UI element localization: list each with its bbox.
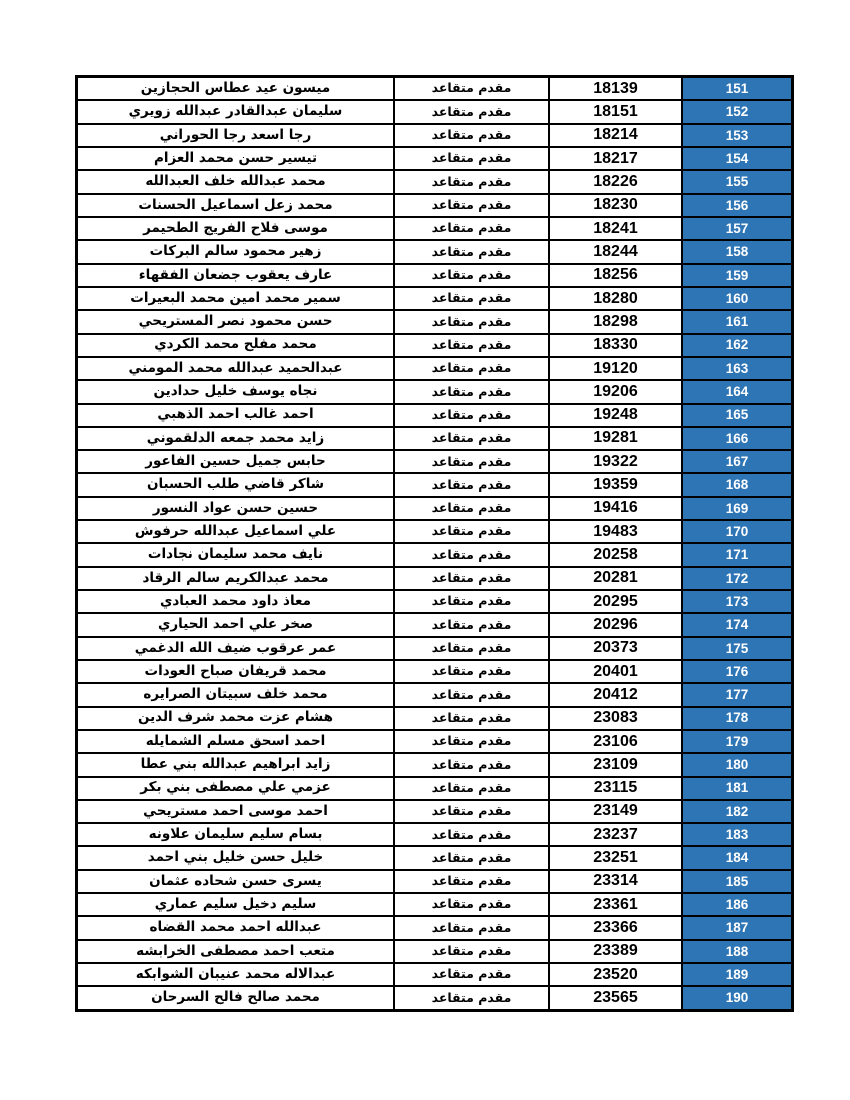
table-row [77,77,793,101]
name-cell: عمر عرقوب ضيف الله الدغمي [77,637,395,660]
rank-cell: مقدم متقاعد [394,543,549,566]
table-row [77,334,793,357]
row-number-cell: 184 [682,846,793,869]
id-cell: 18214 [549,124,682,147]
table-row [77,846,793,869]
rank-cell: مقدم متقاعد [394,520,549,543]
table-row [77,613,793,636]
table-row [77,707,793,730]
name-cell: حابس جميل حسين الفاعور [77,450,395,473]
id-cell: 18151 [549,100,682,123]
id-cell: 20401 [549,660,682,683]
id-cell: 23251 [549,846,682,869]
rank-cell: مقدم متقاعد [394,334,549,357]
table-row [77,100,793,123]
name-cell: سليمان عبدالقادر عبدالله زويري [77,100,395,123]
table-row [77,777,793,800]
name-cell: محمد مفلح محمد الكردي [77,334,395,357]
id-cell: 23314 [549,870,682,893]
id-cell: 20281 [549,567,682,590]
row-number-cell: 164 [682,380,793,403]
id-cell: 18241 [549,217,682,240]
table-row [77,823,793,846]
id-cell: 23366 [549,916,682,939]
id-cell: 19359 [549,473,682,496]
table-row [77,660,793,683]
row-number-cell: 170 [682,520,793,543]
name-cell: عارف يعقوب جضعان الفقهاء [77,264,395,287]
name-cell: ميسون عيد عطاس الحجازين [77,77,395,101]
name-cell: محمد صالح فالح السرحان [77,986,395,1010]
table-row [77,940,793,963]
table-row [77,380,793,403]
name-cell: احمد اسحق مسلم الشمايله [77,730,395,753]
table-row [77,543,793,566]
table-row [77,520,793,543]
rank-cell: مقدم متقاعد [394,893,549,916]
table-row [77,567,793,590]
rank-cell: مقدم متقاعد [394,497,549,520]
rank-cell: مقدم متقاعد [394,846,549,869]
id-cell: 19483 [549,520,682,543]
name-cell: محمد عبدالكريم سالم الرقاد [77,567,395,590]
id-cell: 23520 [549,963,682,986]
row-number-cell: 188 [682,940,793,963]
id-cell: 18139 [549,77,682,101]
retirees-table-body [77,77,793,1011]
rank-cell: مقدم متقاعد [394,450,549,473]
name-cell: عبدالله احمد محمد القضاه [77,916,395,939]
row-number-cell: 152 [682,100,793,123]
row-number-cell: 183 [682,823,793,846]
table-row [77,287,793,310]
id-cell: 19120 [549,357,682,380]
rank-cell: مقدم متقاعد [394,567,549,590]
rank-cell: مقدم متقاعد [394,100,549,123]
id-cell: 19416 [549,497,682,520]
rank-cell: مقدم متقاعد [394,217,549,240]
name-cell: خليل حسن خليل بني احمد [77,846,395,869]
row-number-cell: 159 [682,264,793,287]
rank-cell: مقدم متقاعد [394,940,549,963]
name-cell: زايد محمد جمعه الدلقموني [77,427,395,450]
name-cell: زايد ابراهيم عبدالله بني عطا [77,753,395,776]
rank-cell: مقدم متقاعد [394,660,549,683]
rank-cell: مقدم متقاعد [394,590,549,613]
row-number-cell: 169 [682,497,793,520]
name-cell: متعب احمد مصطفى الخرابشه [77,940,395,963]
id-cell: 18330 [549,334,682,357]
name-cell: محمد خلف سبيتان الصرايره [77,683,395,706]
id-cell: 18244 [549,240,682,263]
name-cell: احمد غالب احمد الذهبي [77,404,395,427]
rank-cell: مقدم متقاعد [394,777,549,800]
table-row [77,357,793,380]
row-number-cell: 182 [682,800,793,823]
id-cell: 19281 [549,427,682,450]
rank-cell: مقدم متقاعد [394,77,549,101]
rank-cell: مقدم متقاعد [394,124,549,147]
name-cell: عبدالاله محمد عنيبان الشوابكه [77,963,395,986]
table-row [77,730,793,753]
rank-cell: مقدم متقاعد [394,637,549,660]
row-number-cell: 176 [682,660,793,683]
rank-cell: مقدم متقاعد [394,194,549,217]
row-number-cell: 173 [682,590,793,613]
row-number-cell: 165 [682,404,793,427]
id-cell: 23109 [549,753,682,776]
name-cell: سليم دخيل سليم عماري [77,893,395,916]
id-cell: 18280 [549,287,682,310]
row-number-cell: 167 [682,450,793,473]
retirees-table [75,75,794,1012]
rank-cell: مقدم متقاعد [394,473,549,496]
name-cell: موسى فلاح الفريج الطحيمر [77,217,395,240]
table-row [77,800,793,823]
name-cell: عبدالحميد عبدالله محمد المومني [77,357,395,380]
id-cell: 18226 [549,170,682,193]
row-number-cell: 155 [682,170,793,193]
id-cell: 23106 [549,730,682,753]
row-number-cell: 172 [682,567,793,590]
table-row [77,986,793,1010]
table-row [77,194,793,217]
name-cell: شاكر قاضي طلب الحسبان [77,473,395,496]
row-number-cell: 181 [682,777,793,800]
row-number-cell: 162 [682,334,793,357]
name-cell: عزمي علي مصطفى بني بكر [77,777,395,800]
row-number-cell: 178 [682,707,793,730]
id-cell: 19248 [549,404,682,427]
id-cell: 20373 [549,637,682,660]
row-number-cell: 168 [682,473,793,496]
row-number-cell: 185 [682,870,793,893]
rank-cell: مقدم متقاعد [394,147,549,170]
row-number-cell: 156 [682,194,793,217]
row-number-cell: 186 [682,893,793,916]
name-cell: احمد موسى احمد مستريحي [77,800,395,823]
name-cell: نجاه يوسف خليل حدادين [77,380,395,403]
row-number-cell: 158 [682,240,793,263]
name-cell: تيسير حسن محمد العزام [77,147,395,170]
table-row [77,450,793,473]
id-cell: 23149 [549,800,682,823]
rank-cell: مقدم متقاعد [394,170,549,193]
table-row [77,264,793,287]
id-cell: 20296 [549,613,682,636]
table-row [77,590,793,613]
rank-cell: مقدم متقاعد [394,310,549,333]
row-number-cell: 154 [682,147,793,170]
row-number-cell: 157 [682,217,793,240]
rank-cell: مقدم متقاعد [394,380,549,403]
id-cell: 23565 [549,986,682,1010]
table-row [77,240,793,263]
name-cell: علي اسماعيل عبدالله حرفوش [77,520,395,543]
table-row [77,427,793,450]
rank-cell: مقدم متقاعد [394,986,549,1010]
table-row [77,124,793,147]
id-cell: 23115 [549,777,682,800]
id-cell: 18230 [549,194,682,217]
id-cell: 23083 [549,707,682,730]
rank-cell: مقدم متقاعد [394,613,549,636]
row-number-cell: 153 [682,124,793,147]
rank-cell: مقدم متقاعد [394,427,549,450]
name-cell: محمد عبدالله خلف العبدالله [77,170,395,193]
row-number-cell: 161 [682,310,793,333]
table-row [77,893,793,916]
table-row [77,753,793,776]
name-cell: سمير محمد امين محمد البعيرات [77,287,395,310]
rank-cell: مقدم متقاعد [394,753,549,776]
id-cell: 20258 [549,543,682,566]
table-row [77,404,793,427]
row-number-cell: 166 [682,427,793,450]
row-number-cell: 189 [682,963,793,986]
row-number-cell: 187 [682,916,793,939]
name-cell: رجا اسعد رجا الحوراني [77,124,395,147]
rank-cell: مقدم متقاعد [394,287,549,310]
table-row [77,963,793,986]
row-number-cell: 171 [682,543,793,566]
rank-cell: مقدم متقاعد [394,800,549,823]
row-number-cell: 190 [682,986,793,1010]
rank-cell: مقدم متقاعد [394,916,549,939]
name-cell: بسام سليم سليمان علاونه [77,823,395,846]
table-row [77,147,793,170]
table-row [77,870,793,893]
rank-cell: مقدم متقاعد [394,823,549,846]
row-number-cell: 179 [682,730,793,753]
rank-cell: مقدم متقاعد [394,707,549,730]
id-cell: 23237 [549,823,682,846]
row-number-cell: 160 [682,287,793,310]
table-row [77,497,793,520]
id-cell: 23361 [549,893,682,916]
rank-cell: مقدم متقاعد [394,963,549,986]
name-cell: يسرى حسن شحاده عثمان [77,870,395,893]
name-cell: حسين حسن عواد النسور [77,497,395,520]
row-number-cell: 177 [682,683,793,706]
id-cell: 23389 [549,940,682,963]
rank-cell: مقدم متقاعد [394,240,549,263]
row-number-cell: 175 [682,637,793,660]
row-number-cell: 174 [682,613,793,636]
rank-cell: مقدم متقاعد [394,357,549,380]
name-cell: معاذ داود محمد العبادي [77,590,395,613]
name-cell: نايف محمد سليمان نجادات [77,543,395,566]
id-cell: 18256 [549,264,682,287]
id-cell: 20295 [549,590,682,613]
table-row [77,683,793,706]
rank-cell: مقدم متقاعد [394,264,549,287]
row-number-cell: 151 [682,77,793,101]
row-number-cell: 163 [682,357,793,380]
table-row [77,170,793,193]
table-row [77,916,793,939]
rank-cell: مقدم متقاعد [394,870,549,893]
table-row [77,310,793,333]
name-cell: زهير محمود سالم البركات [77,240,395,263]
id-cell: 20412 [549,683,682,706]
table-row [77,217,793,240]
name-cell: محمد قريفان صباح العودات [77,660,395,683]
id-cell: 18217 [549,147,682,170]
id-cell: 18298 [549,310,682,333]
rank-cell: مقدم متقاعد [394,404,549,427]
name-cell: صخر علي احمد الحياري [77,613,395,636]
row-number-cell: 180 [682,753,793,776]
id-cell: 19206 [549,380,682,403]
rank-cell: مقدم متقاعد [394,683,549,706]
rank-cell: مقدم متقاعد [394,730,549,753]
name-cell: محمد زعل اسماعيل الحسنات [77,194,395,217]
name-cell: حسن محمود نصر المستريحي [77,310,395,333]
table-row [77,473,793,496]
table-row [77,637,793,660]
name-cell: هشام عزت محمد شرف الدين [77,707,395,730]
id-cell: 19322 [549,450,682,473]
